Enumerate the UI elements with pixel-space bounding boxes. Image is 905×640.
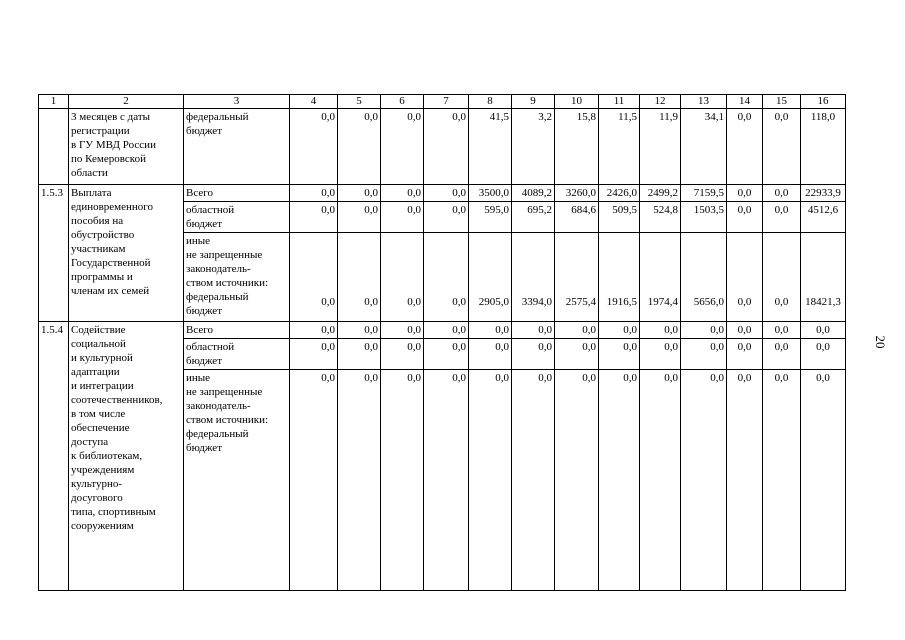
value-cell: 2426,0 xyxy=(599,185,640,202)
value-cell: 34,1 xyxy=(681,109,727,185)
value-cell: 0,0 xyxy=(469,339,512,370)
value-cell: 695,2 xyxy=(512,202,555,233)
value-cell: 0,0 xyxy=(512,370,555,591)
value-cell: 0,0 xyxy=(801,370,846,591)
column-number-cell: 15 xyxy=(763,95,801,109)
value-cell: 0,0 xyxy=(681,339,727,370)
value-cell: 3394,0 xyxy=(512,233,555,322)
column-number-cell: 11 xyxy=(599,95,640,109)
value-cell: 4089,2 xyxy=(512,185,555,202)
value-cell: 0,0 xyxy=(763,109,801,185)
value-cell: 0,0 xyxy=(424,109,469,185)
value-cell: 0,0 xyxy=(469,322,512,339)
value-cell: 0,0 xyxy=(424,339,469,370)
value-cell: 0,0 xyxy=(555,370,599,591)
value-cell: 2905,0 xyxy=(469,233,512,322)
code-cell: 1.5.3 xyxy=(39,185,69,322)
column-number-cell: 14 xyxy=(727,95,763,109)
column-number-cell: 13 xyxy=(681,95,727,109)
value-cell: 0,0 xyxy=(640,339,681,370)
value-cell: 0,0 xyxy=(599,370,640,591)
value-cell: 0,0 xyxy=(727,109,763,185)
page-number: 20 xyxy=(873,335,888,349)
value-cell: 1974,4 xyxy=(640,233,681,322)
value-cell: 0,0 xyxy=(801,322,846,339)
value-cell: 0,0 xyxy=(338,339,381,370)
value-cell: 22933,9 xyxy=(801,185,846,202)
source-cell: федеральный бюджет xyxy=(184,109,290,185)
budget-table xyxy=(38,94,846,591)
description-cell: 3 месяцев с даты регистрации в ГУ МВД России по Кемеровской области xyxy=(69,109,184,185)
value-cell: 0,0 xyxy=(290,322,338,339)
value-cell: 0,0 xyxy=(640,322,681,339)
value-cell: 0,0 xyxy=(290,339,338,370)
value-cell: 0,0 xyxy=(640,370,681,591)
value-cell: 18421,3 xyxy=(801,233,846,322)
value-cell: 0,0 xyxy=(763,202,801,233)
value-cell: 0,0 xyxy=(424,233,469,322)
column-number-cell: 5 xyxy=(338,95,381,109)
value-cell: 0,0 xyxy=(512,322,555,339)
value-cell: 3500,0 xyxy=(469,185,512,202)
code-cell: 1.5.4 xyxy=(39,322,69,591)
value-cell: 1503,5 xyxy=(681,202,727,233)
value-cell: 0,0 xyxy=(290,202,338,233)
table-row xyxy=(39,322,846,339)
column-number-cell: 9 xyxy=(512,95,555,109)
column-number-cell: 4 xyxy=(290,95,338,109)
column-number-cell: 6 xyxy=(381,95,424,109)
value-cell: 0,0 xyxy=(727,322,763,339)
column-number-cell: 10 xyxy=(555,95,599,109)
table-row xyxy=(39,109,846,185)
value-cell: 0,0 xyxy=(555,339,599,370)
value-cell: 1916,5 xyxy=(599,233,640,322)
value-cell: 0,0 xyxy=(512,339,555,370)
source-cell: иные не запрещенные законодатель- ством источники: федеральный бюджет xyxy=(184,233,290,322)
column-number-cell: 1 xyxy=(39,95,69,109)
column-number-cell: 8 xyxy=(469,95,512,109)
value-cell: 595,0 xyxy=(469,202,512,233)
value-cell: 0,0 xyxy=(727,339,763,370)
value-cell: 0,0 xyxy=(381,109,424,185)
description-cell: Содействие социальной и культурной адаптации и интеграции соотечественников, в том числе обеспечение доступа к библиотекам, учреждениям культурно- досугового типа, спортивным сооружениям xyxy=(69,322,184,591)
source-cell: Всего xyxy=(184,322,290,339)
value-cell: 0,0 xyxy=(381,339,424,370)
value-cell: 2575,4 xyxy=(555,233,599,322)
value-cell: 118,0 xyxy=(801,109,846,185)
value-cell: 0,0 xyxy=(290,185,338,202)
value-cell: 7159,5 xyxy=(681,185,727,202)
code-cell xyxy=(39,109,69,185)
column-number-cell: 3 xyxy=(184,95,290,109)
value-cell: 4512,6 xyxy=(801,202,846,233)
value-cell: 0,0 xyxy=(338,370,381,591)
value-cell: 2499,2 xyxy=(640,185,681,202)
value-cell: 11,9 xyxy=(640,109,681,185)
value-cell: 15,8 xyxy=(555,109,599,185)
value-cell: 524,8 xyxy=(640,202,681,233)
value-cell: 0,0 xyxy=(599,339,640,370)
value-cell: 0,0 xyxy=(424,202,469,233)
column-number-cell: 7 xyxy=(424,95,469,109)
source-cell: областной бюджет xyxy=(184,202,290,233)
value-cell: 0,0 xyxy=(381,185,424,202)
column-numbers-row xyxy=(39,95,846,109)
value-cell: 41,5 xyxy=(469,109,512,185)
value-cell: 0,0 xyxy=(801,339,846,370)
value-cell: 0,0 xyxy=(727,233,763,322)
column-number-cell: 12 xyxy=(640,95,681,109)
value-cell: 3,2 xyxy=(512,109,555,185)
value-cell: 0,0 xyxy=(763,370,801,591)
value-cell: 684,6 xyxy=(555,202,599,233)
value-cell: 0,0 xyxy=(338,322,381,339)
description-cell: Выплата единовременного пособия на обустройство участникам Государственной программы и членам их семей xyxy=(69,185,184,322)
value-cell: 0,0 xyxy=(381,322,424,339)
value-cell: 3260,0 xyxy=(555,185,599,202)
value-cell: 0,0 xyxy=(290,233,338,322)
source-cell: иные не запрещенные законодатель- ством источники: федеральный бюджет xyxy=(184,370,290,591)
value-cell: 0,0 xyxy=(727,185,763,202)
value-cell: 0,0 xyxy=(424,322,469,339)
value-cell: 0,0 xyxy=(290,370,338,591)
table-row xyxy=(39,185,846,202)
value-cell: 0,0 xyxy=(338,109,381,185)
value-cell: 0,0 xyxy=(381,370,424,591)
value-cell: 0,0 xyxy=(555,322,599,339)
value-cell: 0,0 xyxy=(338,185,381,202)
value-cell: 0,0 xyxy=(424,185,469,202)
value-cell: 509,5 xyxy=(599,202,640,233)
value-cell: 0,0 xyxy=(381,202,424,233)
value-cell: 0,0 xyxy=(338,233,381,322)
value-cell: 0,0 xyxy=(727,202,763,233)
source-cell: областной бюджет xyxy=(184,339,290,370)
value-cell: 0,0 xyxy=(338,202,381,233)
value-cell: 0,0 xyxy=(681,370,727,591)
value-cell: 0,0 xyxy=(763,185,801,202)
source-cell: Всего xyxy=(184,185,290,202)
value-cell: 0,0 xyxy=(290,109,338,185)
value-cell: 0,0 xyxy=(727,370,763,591)
column-number-cell: 2 xyxy=(69,95,184,109)
value-cell: 0,0 xyxy=(599,322,640,339)
value-cell: 0,0 xyxy=(381,233,424,322)
value-cell: 0,0 xyxy=(469,370,512,591)
value-cell: 0,0 xyxy=(424,370,469,591)
column-number-cell: 16 xyxy=(801,95,846,109)
value-cell: 0,0 xyxy=(763,322,801,339)
value-cell: 11,5 xyxy=(599,109,640,185)
value-cell: 0,0 xyxy=(681,322,727,339)
value-cell: 0,0 xyxy=(763,233,801,322)
value-cell: 0,0 xyxy=(763,339,801,370)
value-cell: 5656,0 xyxy=(681,233,727,322)
